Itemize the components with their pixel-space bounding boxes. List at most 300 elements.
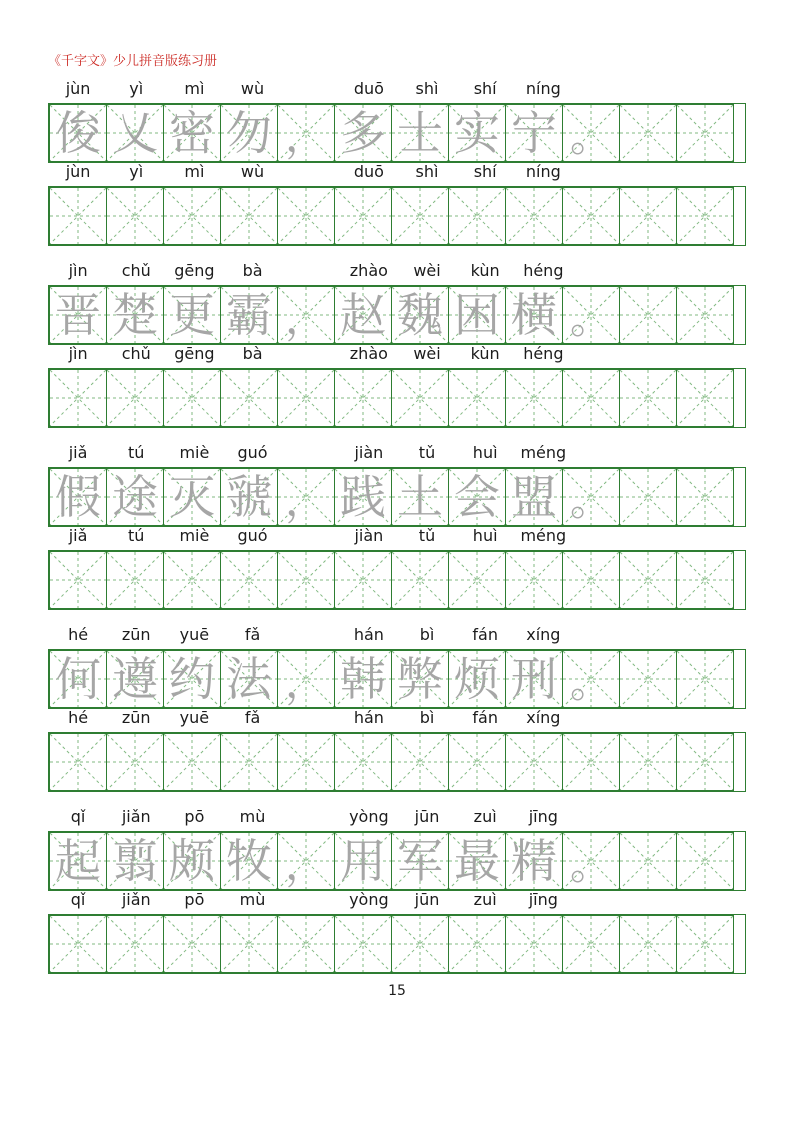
grid-cell [277, 187, 335, 245]
grid-cell [163, 832, 221, 890]
grid-cell [448, 733, 506, 791]
grid-cell [49, 650, 107, 708]
pinyin-syllable: fán [472, 625, 498, 644]
pinyin-syllable: jīng [528, 890, 558, 909]
grid-cell [334, 915, 392, 973]
grid-cell [562, 733, 620, 791]
trace-character: 灭 [169, 470, 215, 524]
pinyin-syllable: huì [472, 443, 498, 462]
practice-grid-row [48, 368, 746, 428]
pinyin-syllable: miè [179, 526, 210, 545]
grid-cell [334, 369, 392, 427]
pinyin-row [48, 891, 746, 914]
trace-character: 假 [55, 470, 101, 524]
grid-cell [49, 286, 107, 344]
pinyin-row [48, 444, 746, 467]
grid-guides-icon [50, 188, 106, 244]
grid-guides-icon [563, 916, 619, 972]
pinyin-syllable: xíng [526, 625, 561, 644]
grid-cell [391, 104, 449, 162]
pinyin-syllable: níng [525, 79, 561, 98]
trace-character: 。 [570, 112, 613, 161]
trace-character: 赵 [340, 288, 386, 342]
pinyin-syllable: zūn [121, 708, 151, 727]
trace-character: 俊 [55, 106, 101, 160]
pinyin-syllable: jiàn [354, 526, 384, 545]
grid-cell [562, 551, 620, 609]
grid-cell [163, 551, 221, 609]
pinyin-syllable: guó [237, 526, 268, 545]
grid-guides-icon [563, 734, 619, 790]
grid-cell [619, 286, 677, 344]
grid-cell [220, 286, 278, 344]
grid-cell [391, 187, 449, 245]
grid-guides-icon [677, 469, 733, 525]
grid-cell [619, 733, 677, 791]
grid-cell [562, 286, 620, 344]
pinyin-syllable: yì [129, 162, 144, 181]
pinyin-syllable: jìn [68, 261, 88, 280]
grid-guides-icon [506, 552, 562, 608]
grid-guides-icon [392, 188, 448, 244]
pinyin-syllable: duō [353, 162, 384, 181]
pinyin-syllable: jūn [414, 807, 440, 826]
pinyin-syllable: fǎ [244, 708, 261, 727]
pinyin-syllable: níng [525, 162, 561, 181]
pinyin-row [48, 626, 746, 649]
grid-guides-icon [677, 105, 733, 161]
grid-guides-icon [221, 188, 277, 244]
grid-cell [220, 733, 278, 791]
grid-cell [220, 650, 278, 708]
pinyin-syllable: jùn [65, 162, 91, 181]
pinyin-row [48, 808, 746, 831]
trace-character: 盟 [511, 470, 557, 524]
grid-cell [562, 104, 620, 162]
grid-cell [49, 187, 107, 245]
grid-cell [448, 832, 506, 890]
grid-cell [505, 551, 563, 609]
grid-cell [562, 832, 620, 890]
grid-cell [676, 286, 734, 344]
grid-guides-icon [620, 552, 676, 608]
trace-character: 途 [112, 470, 158, 524]
trace-grid-row [48, 103, 746, 163]
trace-character: 用 [340, 834, 386, 888]
grid-guides-icon [449, 370, 505, 426]
grid-guides-icon [107, 370, 163, 426]
trace-character: 土 [397, 470, 443, 524]
grid-cell [676, 187, 734, 245]
pinyin-syllable: chǔ [121, 261, 151, 280]
grid-guides-icon [677, 734, 733, 790]
pinyin-syllable: bì [419, 625, 435, 644]
grid-cell [448, 187, 506, 245]
trace-character: 密 [169, 106, 215, 160]
grid-guides-icon [506, 370, 562, 426]
practice-grid-row [48, 732, 746, 792]
grid-guides-icon [620, 734, 676, 790]
pinyin-syllable: jiǎn [121, 807, 151, 826]
pinyin-syllable: tǔ [418, 526, 436, 545]
pinyin-syllable: jīng [528, 807, 558, 826]
grid-cell [220, 369, 278, 427]
grid-cell [505, 286, 563, 344]
grid-guides-icon [50, 734, 106, 790]
trace-character: 。 [570, 840, 613, 889]
grid-cell [334, 104, 392, 162]
grid-guides-icon [563, 188, 619, 244]
pinyin-syllable: guó [237, 443, 268, 462]
grid-guides-icon [335, 916, 391, 972]
grid-cell [505, 369, 563, 427]
pinyin-row [48, 262, 746, 285]
grid-cell [334, 468, 392, 526]
pinyin-syllable: chǔ [121, 344, 151, 363]
trace-character: 横 [511, 288, 557, 342]
grid-cell [49, 369, 107, 427]
grid-guides-icon [335, 188, 391, 244]
grid-cell [220, 832, 278, 890]
pinyin-syllable: zhào [349, 261, 388, 280]
pinyin-syllable: wèi [413, 261, 441, 280]
practice-grid-row [48, 914, 746, 974]
grid-guides-icon [563, 552, 619, 608]
pinyin-syllable: zuì [473, 890, 497, 909]
pinyin-syllable: miè [179, 443, 210, 462]
practice-section [48, 808, 746, 974]
trace-character: 魏 [397, 288, 443, 342]
grid-cell [220, 468, 278, 526]
trace-character: 困 [454, 288, 500, 342]
grid-cell [619, 369, 677, 427]
trace-character: 最 [454, 834, 500, 888]
grid-cell [334, 650, 392, 708]
grid-cell [562, 650, 620, 708]
pinyin-syllable: jiǎ [68, 443, 88, 462]
pinyin-syllable: mì [184, 79, 205, 98]
page-number: 15 [388, 983, 406, 999]
grid-cell [676, 468, 734, 526]
grid-cell [562, 187, 620, 245]
trace-character: 遵 [112, 652, 158, 706]
grid-guides-icon [506, 188, 562, 244]
grid-cell [334, 187, 392, 245]
pinyin-syllable: méng [520, 443, 567, 462]
grid-cell [106, 369, 164, 427]
grid-cell [505, 468, 563, 526]
pinyin-syllable: hán [353, 708, 384, 727]
pinyin-syllable: yòng [349, 807, 389, 826]
grid-cell [391, 369, 449, 427]
trace-character: 牧 [226, 834, 272, 888]
grid-cell [49, 104, 107, 162]
grid-cell [448, 369, 506, 427]
trace-character: 。 [570, 294, 613, 343]
grid-guides-icon [620, 287, 676, 343]
grid-cell [277, 286, 335, 344]
practice-section [48, 262, 746, 428]
trace-character: 韩 [340, 652, 386, 706]
pinyin-syllable: jūn [414, 890, 440, 909]
grid-guides-icon [164, 370, 220, 426]
grid-guides-icon [164, 552, 220, 608]
pinyin-syllable: tú [128, 443, 145, 462]
practice-section [48, 626, 746, 792]
pinyin-syllable: mù [239, 890, 266, 909]
grid-cell [163, 733, 221, 791]
pinyin-syllable: pō [184, 807, 205, 826]
pinyin-syllable: xíng [526, 708, 561, 727]
pinyin-syllable: kùn [470, 261, 500, 280]
grid-cell [277, 915, 335, 973]
grid-guides-icon [278, 552, 334, 608]
trace-character: 多 [340, 106, 386, 160]
grid-guides-icon [50, 552, 106, 608]
pinyin-syllable: fǎ [244, 625, 261, 644]
grid-guides-icon [449, 734, 505, 790]
grid-cell [448, 551, 506, 609]
grid-cell [106, 915, 164, 973]
pinyin-syllable: hé [68, 708, 89, 727]
grid-cell [676, 915, 734, 973]
pinyin-syllable: tǔ [418, 443, 436, 462]
pinyin-syllable: shì [415, 79, 439, 98]
grid-cell [676, 650, 734, 708]
pinyin-syllable: wù [240, 79, 265, 98]
pinyin-syllable: zūn [121, 625, 151, 644]
pinyin-syllable: yòng [349, 890, 389, 909]
worksheet-sections [48, 80, 746, 974]
pinyin-syllable: huì [472, 526, 498, 545]
trace-character: 。 [570, 658, 613, 707]
trace-character: 。 [570, 476, 613, 525]
trace-character: 精 [511, 834, 557, 888]
grid-cell [277, 468, 335, 526]
grid-cell [163, 187, 221, 245]
trace-character: 勿 [226, 106, 272, 160]
grid-cell [163, 286, 221, 344]
grid-guides-icon [50, 370, 106, 426]
grid-cell [676, 551, 734, 609]
grid-cell [391, 551, 449, 609]
grid-cell [619, 187, 677, 245]
grid-cell [163, 468, 221, 526]
grid-cell [277, 369, 335, 427]
grid-guides-icon [677, 287, 733, 343]
grid-cell [505, 915, 563, 973]
grid-guides-icon [278, 734, 334, 790]
trace-character: 宁 [511, 106, 557, 160]
pinyin-syllable: jìn [68, 344, 88, 363]
grid-guides-icon [164, 188, 220, 244]
grid-guides-icon [620, 105, 676, 161]
grid-cell [391, 832, 449, 890]
trace-character: ， [285, 658, 328, 707]
grid-cell [334, 832, 392, 890]
grid-guides-icon [107, 552, 163, 608]
grid-cell [448, 468, 506, 526]
pinyin-syllable: jiàn [354, 443, 384, 462]
grid-guides-icon [392, 552, 448, 608]
grid-guides-icon [221, 734, 277, 790]
trace-character: 弊 [397, 652, 443, 706]
trace-character: 晋 [55, 288, 101, 342]
grid-guides-icon [50, 916, 106, 972]
pinyin-syllable: hán [353, 625, 384, 644]
grid-cell [391, 468, 449, 526]
pinyin-syllable: jùn [65, 79, 91, 98]
grid-cell [505, 650, 563, 708]
grid-cell [619, 832, 677, 890]
grid-guides-icon [392, 916, 448, 972]
grid-guides-icon [107, 916, 163, 972]
grid-cell [163, 650, 221, 708]
pinyin-syllable: zhào [349, 344, 388, 363]
trace-character: 实 [454, 106, 500, 160]
pinyin-syllable: bà [242, 344, 263, 363]
practice-grid-row [48, 186, 746, 246]
practice-section [48, 80, 746, 246]
pinyin-syllable: hé [68, 625, 89, 644]
grid-cell [277, 832, 335, 890]
grid-guides-icon [278, 188, 334, 244]
grid-guides-icon [107, 734, 163, 790]
grid-cell [619, 551, 677, 609]
trace-grid-row [48, 649, 746, 709]
grid-guides-icon [620, 469, 676, 525]
grid-guides-icon [620, 651, 676, 707]
grid-guides-icon [164, 734, 220, 790]
pinyin-syllable: wèi [413, 344, 441, 363]
grid-cell [277, 551, 335, 609]
grid-guides-icon [620, 188, 676, 244]
trace-character: 约 [169, 652, 215, 706]
trace-grid-row [48, 831, 746, 891]
grid-cell [391, 733, 449, 791]
worksheet-title: 《千字文》少儿拼音版练习册 [48, 54, 218, 69]
pinyin-syllable: bì [419, 708, 435, 727]
grid-cell [448, 650, 506, 708]
trace-grid-row [48, 285, 746, 345]
trace-character: 刑 [511, 652, 557, 706]
pinyin-syllable: gēng [174, 344, 215, 363]
grid-cell [220, 104, 278, 162]
grid-cell [49, 832, 107, 890]
trace-character: 何 [55, 652, 101, 706]
grid-cell [49, 551, 107, 609]
grid-guides-icon [278, 916, 334, 972]
grid-cell [562, 915, 620, 973]
trace-character: ， [285, 294, 328, 343]
grid-guides-icon [620, 370, 676, 426]
trace-character: 虢 [226, 470, 272, 524]
trace-character: 践 [340, 470, 386, 524]
grid-cell [334, 286, 392, 344]
pinyin-syllable: yuē [179, 625, 210, 644]
grid-cell [505, 733, 563, 791]
trace-character: 乂 [112, 106, 158, 160]
pinyin-syllable: shí [473, 162, 497, 181]
grid-guides-icon [221, 370, 277, 426]
grid-cell [277, 650, 335, 708]
pinyin-syllable: jiǎ [68, 526, 88, 545]
pinyin-syllable: duō [353, 79, 384, 98]
grid-cell [220, 551, 278, 609]
grid-cell [448, 104, 506, 162]
trace-character: ， [285, 112, 328, 161]
practice-grid-row [48, 550, 746, 610]
grid-guides-icon [449, 188, 505, 244]
grid-cell [334, 733, 392, 791]
grid-cell [391, 286, 449, 344]
grid-cell [676, 832, 734, 890]
grid-guides-icon [506, 916, 562, 972]
grid-guides-icon [449, 916, 505, 972]
trace-character: 会 [454, 470, 500, 524]
pinyin-syllable: mì [184, 162, 205, 181]
grid-guides-icon [677, 552, 733, 608]
pinyin-syllable: méng [520, 526, 567, 545]
grid-cell [391, 650, 449, 708]
grid-cell [505, 832, 563, 890]
pinyin-syllable: yì [129, 79, 144, 98]
grid-cell [163, 104, 221, 162]
trace-character: 翦 [112, 834, 158, 888]
pinyin-syllable: zuì [473, 807, 497, 826]
grid-cell [163, 915, 221, 973]
grid-cell [676, 733, 734, 791]
grid-cell [334, 551, 392, 609]
grid-cell [106, 187, 164, 245]
grid-cell [448, 915, 506, 973]
grid-guides-icon [677, 833, 733, 889]
grid-cell [220, 915, 278, 973]
grid-cell [163, 369, 221, 427]
grid-guides-icon [506, 734, 562, 790]
grid-cell [619, 468, 677, 526]
trace-grid-row [48, 467, 746, 527]
grid-cell [448, 286, 506, 344]
grid-guides-icon [392, 734, 448, 790]
grid-cell [106, 650, 164, 708]
grid-cell [106, 468, 164, 526]
pinyin-row [48, 527, 746, 550]
pinyin-syllable: mù [239, 807, 266, 826]
grid-cell [106, 832, 164, 890]
grid-guides-icon [677, 188, 733, 244]
pinyin-syllable: héng [523, 261, 564, 280]
grid-cell [49, 733, 107, 791]
grid-cell [277, 104, 335, 162]
trace-character: 军 [397, 834, 443, 888]
trace-character: 楚 [112, 288, 158, 342]
grid-guides-icon [677, 916, 733, 972]
grid-cell [49, 468, 107, 526]
grid-cell [106, 733, 164, 791]
practice-section [48, 444, 746, 610]
pinyin-row [48, 163, 746, 186]
grid-cell [106, 104, 164, 162]
grid-cell [676, 369, 734, 427]
grid-cell [562, 369, 620, 427]
grid-cell [220, 187, 278, 245]
grid-guides-icon [221, 916, 277, 972]
grid-guides-icon [164, 916, 220, 972]
trace-character: ， [285, 840, 328, 889]
grid-guides-icon [335, 552, 391, 608]
grid-guides-icon [107, 188, 163, 244]
